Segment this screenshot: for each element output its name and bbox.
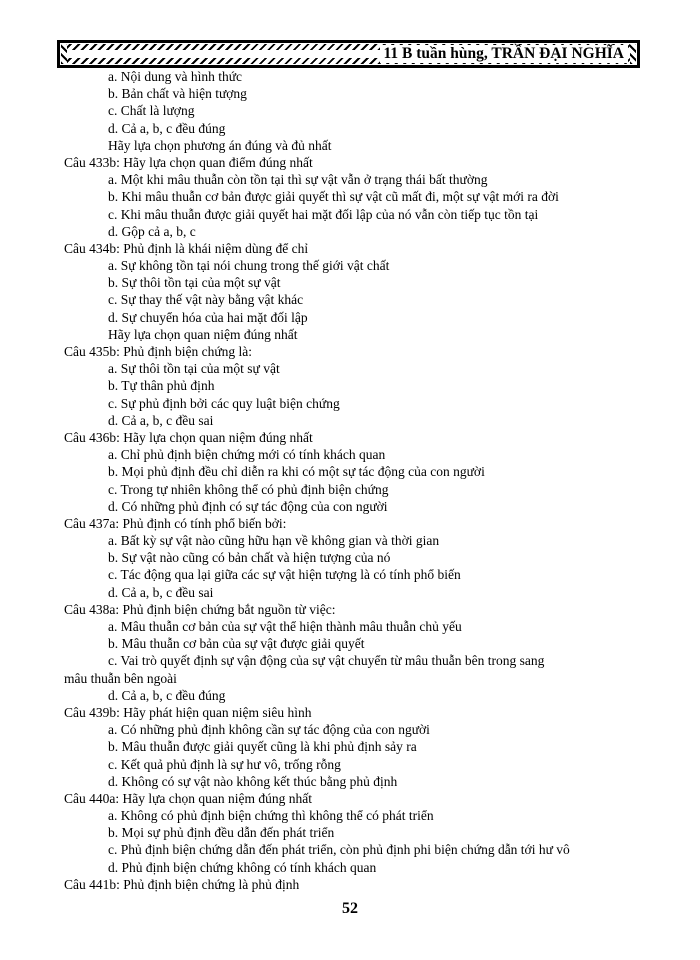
question-line: Câu 437a: Phủ định có tính phổ biến bởi: [64, 515, 287, 531]
question-line: Câu 435b: Phủ định biện chứng là: [64, 344, 253, 359]
header-pattern-right [630, 44, 636, 64]
option-line: c. Sự thay thế vật này bằng vật khác [108, 292, 304, 308]
option-line: Hãy lựa chọn quan niệm đúng nhất [108, 326, 298, 342]
option-line: d. Không có sự vật nào không kết thúc bằng phủ định [108, 773, 398, 789]
option-line: b. Sự vật nào cũng có bản chất và hiện tượng của nó [108, 550, 391, 566]
option-line: d. Cả a, b, c đều đúng [108, 120, 226, 136]
option-line: a. Một khi mâu thuẫn còn tồn tại thì sự vật vẫn ở trạng thái bất thường [108, 172, 488, 188]
header-pattern-left [61, 44, 67, 64]
option-line: b. Tự thân phủ định [108, 378, 215, 394]
question-line: Câu 434b: Phủ định là khái niệm dùng để chỉ [64, 240, 309, 256]
option-line: a. Bất kỳ sự vật nào cũng hữu hạn về không gian và thời gian [108, 533, 440, 549]
option-line: c. Khi mâu thuẫn được giải quyết hai mặt đối lập của nó vẫn còn tiếp tục tồn tại [108, 206, 539, 222]
page-header [57, 40, 640, 68]
option-line: c. Tác động qua lại giữa các sự vật hiện tượng là có tính phổ biến [108, 567, 461, 583]
option-line: Hãy lựa chọn phương án đúng và đủ nhất [108, 137, 332, 153]
option-line: d. Cả a, b, c đều đúng [108, 687, 226, 703]
option-line: c. Kết quả phủ định là sự hư vô, trống rỗng [108, 756, 341, 772]
option-line: c. Sự phủ định bởi các quy luật biện chứng [108, 395, 340, 411]
option-line: c. Trong tự nhiên không thể có phủ định biện chứng [108, 481, 389, 497]
question-line: Câu 441b: Phủ định biện chứng là phủ định [64, 876, 300, 892]
option-line: b. Mọi phủ định đều chỉ diễn ra khi có một sự tác động của con người [108, 464, 485, 480]
option-line: d. Gộp cả a, b, c [108, 223, 196, 239]
option-line: d. Cả a, b, c đều sai [108, 584, 214, 600]
option-line: a. Sự thôi tồn tại của một sự vật [108, 361, 280, 377]
option-line: a. Sự không tồn tại nói chung trong thế giới vật chất [108, 258, 390, 274]
option-line: c. Chất là lượng [108, 103, 195, 119]
question-line: Câu 439b: Hãy phát hiện quan niệm siêu hình [64, 704, 312, 720]
question-line: Câu 436b: Hãy lựa chọn quan niệm đúng nhất [64, 429, 313, 445]
question-line: Câu 433b: Hãy lựa chọn quan điểm đúng nhất [64, 154, 313, 170]
continuation-line: mâu thuẫn bên ngoài [64, 670, 177, 686]
option-line: d. Sự chuyển hóa của hai mặt đối lập [108, 309, 308, 325]
option-line: b. Mọi sự phủ định đều dẫn đến phát triển [108, 825, 335, 841]
option-line: b. Khi mâu thuẫn cơ bản được giải quyết thì sự vật cũ mất đi, một sự vật mới ra đời [108, 189, 559, 205]
option-line: a. Mâu thuẫn cơ bản của sự vật thể hiện thành mâu thuẫn chủ yếu [108, 619, 462, 634]
option-line: a. Không có phủ định biện chứng thì không thể có phát triển [108, 808, 434, 824]
option-line: c. Vai trò quyết định sự vận động của sự vật chuyển từ mâu thuẫn bên trong sang [108, 653, 545, 669]
option-line: b. Mâu thuẫn được giải quyết cũng là khi phủ định sảy ra [108, 739, 417, 755]
option-line: b. Sự thôi tồn tại của một sự vật [108, 275, 281, 291]
page-number: 52 [342, 900, 358, 917]
option-line: d. Cả a, b, c đều sai [108, 412, 214, 428]
question-line: Câu 438a: Phủ định biện chứng bắt nguồn từ việc: [64, 601, 336, 617]
option-line: c. Phủ định biện chứng dẫn đến phát triển, còn phủ định phi biện chứng dẫn tới hư vô [108, 842, 570, 858]
question-line: Câu 440a: Hãy lựa chọn quan niệm đúng nhất [64, 790, 313, 806]
option-line: a. Chỉ phủ định biện chứng mới có tính khách quan [108, 447, 386, 463]
option-line: a. Nội dung và hình thức [108, 69, 243, 84]
page-content [0, 68, 700, 893]
option-line: b. Bản chất và hiện tượng [108, 86, 247, 102]
option-line: b. Mâu thuẫn cơ bản của sự vật được giải quyết [108, 636, 365, 652]
option-line: d. Có những phủ định có sự tác động của con người [108, 498, 388, 514]
option-line: d. Phủ định biện chứng không có tính khách quan [108, 859, 377, 875]
option-line: a. Có những phủ định không cần sự tác động của con người [108, 722, 430, 738]
header-title: 11 B tuần hùng, TRẦN ĐẠI NGHĨA [380, 45, 628, 63]
